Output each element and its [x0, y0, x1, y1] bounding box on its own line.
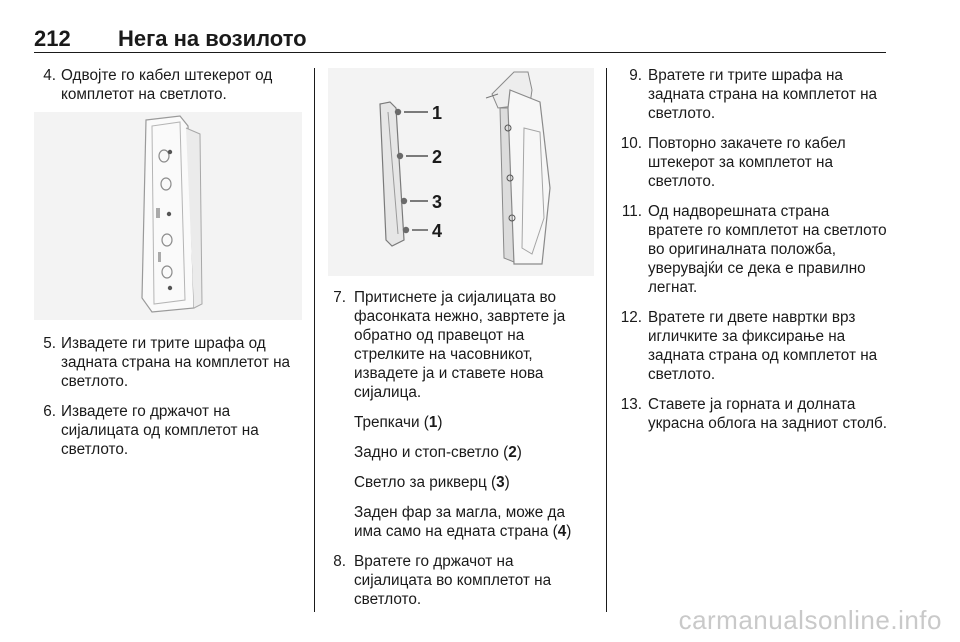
- step-number: 5.: [43, 335, 56, 352]
- step-11: [620, 202, 888, 297]
- step-number: 10.: [620, 135, 642, 152]
- step-4: [34, 66, 302, 104]
- chapter-title: Нега на возилото: [118, 26, 307, 51]
- step-5: [34, 334, 302, 391]
- bulb-item-3: Светло за рикверц (3): [354, 474, 510, 491]
- callout-3: 3: [432, 192, 443, 212]
- step-number: 11.: [621, 203, 642, 220]
- step-number: 12.: [620, 309, 642, 326]
- bulb-item-4: Заден фар за магла, може да има само на едната страна (4): [354, 504, 572, 540]
- step-13: [620, 395, 888, 433]
- step-7: [328, 288, 594, 402]
- tail-lamp-figure: [34, 112, 302, 320]
- step-text: Притиснете ја сијалицата во фасонката нежно, завртете ја обратно од правецот на стрелките на часовникот, извадете ја и ставете нова сијалица.: [354, 289, 566, 401]
- step-number: 9.: [629, 67, 642, 84]
- tail-lamp-illustration: [34, 112, 302, 320]
- column-divider-1: [314, 68, 315, 612]
- step-10: [620, 134, 888, 191]
- step-text: Вратете ги двете навртки врз игличките за фиксирање на задната страна од комплетот на светлото.: [648, 309, 878, 383]
- step-9: [620, 66, 888, 123]
- step-number: 13.: [620, 396, 642, 413]
- step-text: Вратете го држачот на сијалицата во комплетот на светлото.: [354, 553, 552, 608]
- bulb-item-2: Задно и стоп-светло (2): [354, 444, 522, 461]
- step-number: 6.: [43, 403, 56, 420]
- step-number: 7.: [333, 289, 346, 306]
- step-12: [620, 308, 888, 384]
- column-divider-2: [606, 68, 607, 612]
- step-number: 4.: [43, 67, 56, 84]
- bulb-holder-figure: [328, 68, 594, 276]
- step-text: Извадете го држачот на сијалицата од комплетот на светлото.: [61, 403, 259, 458]
- bulb-list: [328, 413, 594, 541]
- page-number: 212: [34, 26, 71, 51]
- column-3: [620, 66, 888, 444]
- header-divider: [34, 52, 886, 53]
- step-text: Вратете ги трите шрафа на задната страна на комплетот на светлото.: [648, 67, 878, 122]
- step-text: Од надворешната страна вратете го комплетот на светлото во оригиналната положба, уверувајќи се дека е правилно легнат.: [648, 203, 887, 296]
- step-text: Ставете ја горната и долната украсна облога на задниот столб.: [648, 396, 888, 432]
- step-6: [34, 402, 302, 459]
- bulb-item-1: Трепкачи (1): [354, 414, 443, 431]
- step-text: Повторно закачете го кабел штекерот за комплетот на светлото.: [648, 135, 846, 190]
- step-text: Извадете ги трите шрафа од задната страна на комплетот на светлото.: [61, 335, 291, 390]
- page-header: [34, 26, 886, 50]
- step-8: [328, 552, 594, 609]
- watermark: carmanualsonline.info: [678, 605, 942, 635]
- column-1-lower: [34, 334, 302, 470]
- step-number: 8.: [333, 553, 346, 570]
- callout-1: 1: [432, 103, 443, 123]
- column-1: [34, 66, 302, 115]
- step-text: Одвојте го кабел штекерот од комплетот на светлото.: [61, 67, 273, 103]
- callout-2: 2: [432, 147, 443, 167]
- bulb-holder-illustration: [328, 68, 594, 276]
- column-2: [328, 288, 594, 620]
- callout-4: 4: [432, 221, 443, 241]
